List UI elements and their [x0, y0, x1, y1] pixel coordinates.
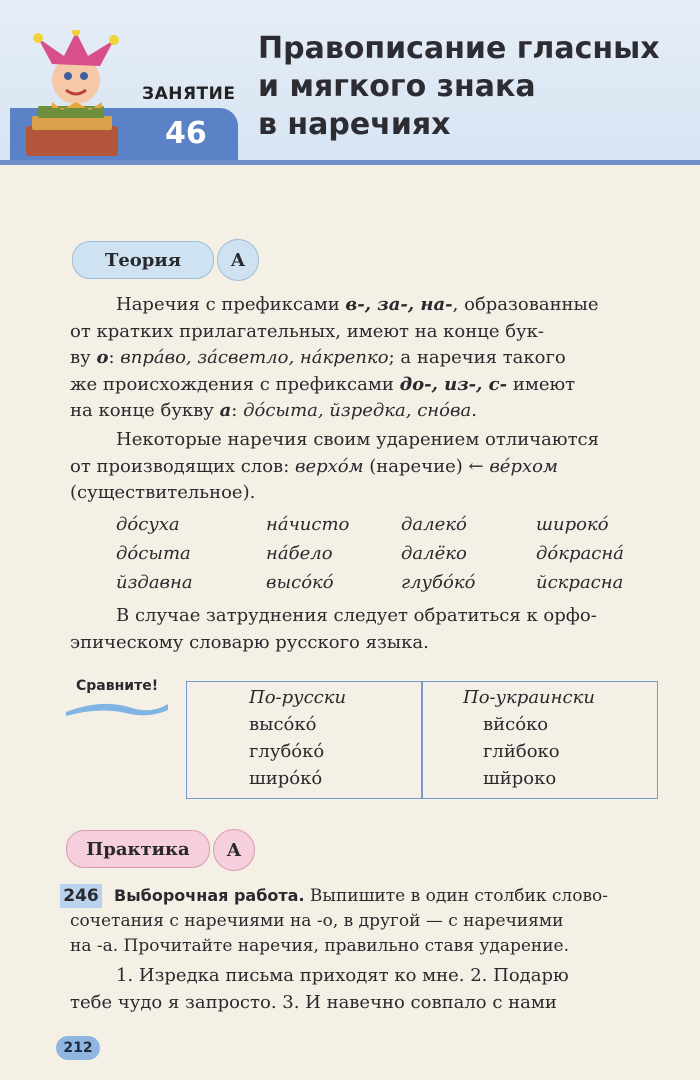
word-item: дóсыта [116, 543, 191, 564]
compare-word: высóкó [249, 714, 317, 735]
text-run: на конце букву [70, 400, 220, 421]
text-run: . [471, 400, 477, 421]
text-run: Наречия с префиксами [116, 294, 346, 315]
word-item: йскрасна [536, 572, 624, 593]
exercise-sentences [70, 963, 658, 1016]
text-run: имеют [507, 373, 576, 395]
word-item: йздавна [116, 572, 193, 593]
text-line: сочетания с наречиями на -о, в другой — с наречиями [70, 911, 564, 931]
page-title [258, 30, 688, 144]
compare-word: вйсóко [483, 714, 549, 735]
word-item: глубóкó [401, 572, 476, 593]
table-divider [421, 682, 423, 798]
practice-level-badge: А [213, 829, 255, 871]
text-line: тебе чудо я запросто. 3. И навечно совпало с нами [70, 991, 557, 1013]
text-line: от кратких прилагательных, имеют на конце бук- [70, 320, 544, 342]
word-item: дóкраснá [536, 543, 624, 564]
title-line: и мягкого знака [258, 69, 536, 104]
text-run: ву [70, 347, 97, 368]
text-run: от производящих слов: [70, 455, 295, 477]
jester-mascot-icon [18, 30, 128, 158]
example-words: дóсыта, йзредка, снóва [243, 400, 472, 421]
word-item: нáчисто [266, 514, 350, 535]
text-run: : [231, 400, 244, 421]
example-word: верхóм [294, 455, 364, 477]
header-rule [0, 160, 700, 165]
title-line: в наречиях [258, 107, 451, 142]
theory-paragraph-1 [70, 292, 658, 425]
compare-column-ukrainian [463, 684, 595, 792]
exercise-text [70, 883, 658, 959]
example-word: вéрхом [489, 455, 558, 477]
compare-column-russian [249, 684, 346, 792]
text-line: В случае затруднения следует обратиться к орфо- [116, 605, 597, 626]
word-item: далекó [401, 514, 467, 535]
compare-label: Сравните! [76, 678, 159, 694]
compare-word: шйроко [483, 768, 557, 789]
theory-paragraph-2 [70, 427, 658, 507]
text-line: Некоторые наречия своим ударением отличаются [116, 429, 599, 450]
compare-table [186, 681, 658, 799]
text-line: эпическому словарю русского языка. [70, 631, 429, 653]
word-item: высóкó [266, 572, 334, 593]
column-header: По-русски [249, 687, 347, 708]
word-item: широкó [536, 514, 609, 535]
text-run: Выпишите в один столбик слово- [304, 886, 609, 906]
column-header: По-украински [463, 687, 595, 708]
prefix-term: в-, за-, на- [345, 294, 453, 315]
compare-word: глйбоко [483, 741, 560, 762]
prefix-term: до-, из-, с- [399, 373, 508, 395]
exercise-title: Выборочная работа. [114, 886, 305, 905]
text-run: же происхождения с префиксами [70, 373, 400, 395]
example-words: впрáво, зáсветло, нáкрепко [120, 347, 389, 368]
text-run: ; а наречия такого [388, 347, 566, 368]
theory-level-badge: А [217, 239, 259, 281]
word-item: нáбело [266, 543, 333, 564]
compare-word: ширóкó [249, 768, 323, 789]
text-run: , образованные [452, 294, 599, 315]
text-line: (существительное). [70, 482, 256, 503]
letter-term: а [219, 400, 232, 421]
word-grid [116, 512, 656, 596]
page-number: 212 [56, 1036, 100, 1060]
text-run: (наречие) ← [363, 455, 490, 477]
title-line: Правописание гласных [258, 31, 660, 66]
wave-swoosh-icon [62, 696, 172, 718]
word-item: далёко [401, 543, 467, 564]
lesson-number: 46 [165, 116, 207, 151]
text-run: : [108, 347, 121, 368]
text-line: на -а. Прочитайте наречия, правильно ставя ударение. [70, 936, 570, 956]
lesson-label: ЗАНЯТИЕ [142, 84, 236, 104]
theory-paragraph-3 [70, 603, 658, 656]
letter-term: о [96, 347, 109, 368]
compare-word: глубóкó [249, 741, 325, 762]
word-item: дóсуха [116, 514, 180, 535]
theory-pill: Теория [72, 241, 214, 279]
exercise-number: 246 [60, 884, 102, 908]
practice-pill: Практика [66, 830, 210, 868]
text-line: 1. Изредка письма приходят ко мне. 2. Подарю [116, 965, 569, 986]
